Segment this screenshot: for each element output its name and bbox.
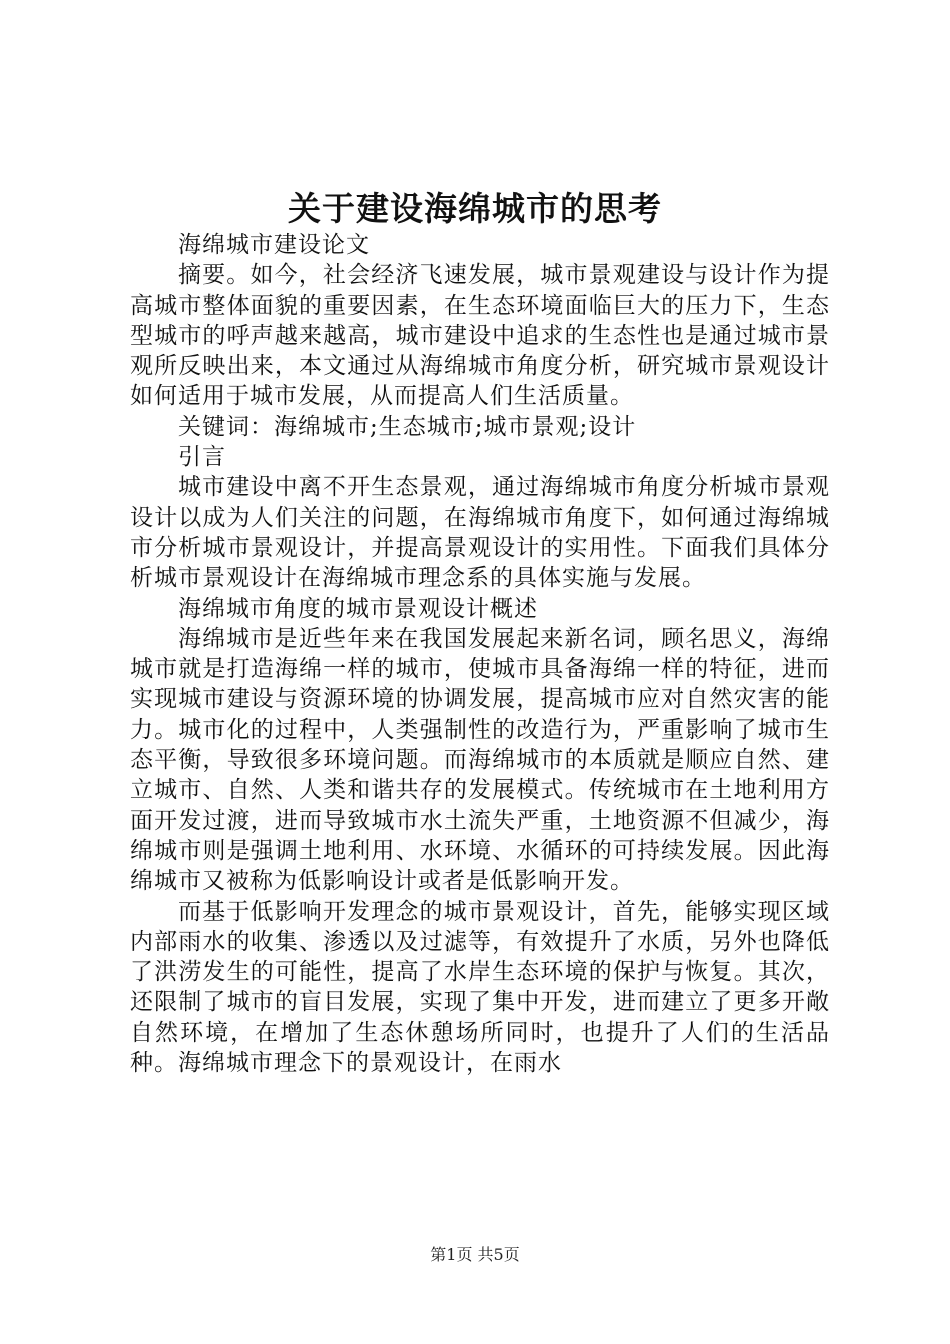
- section-heading-overview: 海绵城市角度的城市景观设计概述: [178, 595, 538, 622]
- section-heading-introduction: 引言: [178, 444, 226, 471]
- paragraph-subtitle: 海绵城市建设论文: [178, 232, 370, 258]
- document-title: 关于建设海绵城市的思考: [288, 189, 662, 228]
- paragraph-low-impact: 而基于低影响开发理念的城市景观设计，首先，能够实现区域内部雨水的收集、渗透以及过滤等，有效提升了水质，另外也降低了洪涝发生的可能性，提高了水岸生态环境的保护与恢复。其次，还限制了城市的盲目发展，实现了集中开发，进而建立了更多开敞自然环境，在增加了生态休憩场所同时，也提升了人们的生活品种。海绵城市理念下的景观设计，在雨水: [130, 898, 830, 1077]
- paragraph-abstract: 摘要。如今，社会经济飞速发展，城市景观建设与设计作为提高城市整体面貌的重要因素，在生态环境面临巨大的压力下，生态型城市的呼声越来越高，城市建设中追求的生态性也是通过城市景观所反映出来，本文通过从海绵城市角度分析，研究城市景观设计如何适用于城市发展，从而提高人们生活质量。: [130, 262, 830, 410]
- paragraph-keywords: 关键词：海绵城市;生态城市;城市景观;设计: [178, 413, 637, 440]
- page-footer: 第1页 共5页: [430, 1245, 520, 1264]
- paragraph-introduction: 城市建设中离不开生态景观，通过海绵城市角度分析城市景观设计以成为人们关注的问题，在海绵城市角度下，如何通过海绵城市分析城市景观设计，并提高景观设计的实用性。下面我们具体分析城市景观设计在海绵城市理念系的具体实施与发展。: [130, 474, 830, 592]
- paragraph-overview: 海绵城市是近些年来在我国发展起来新名词，顾名思义，海绵城市就是打造海绵一样的城市，使城市具备海绵一样的特征，进而实现城市建设与资源环境的协调发展，提高城市应对自然灾害的能力。城市化的过程中，人类强制性的改造行为，严重影响了城市生态平衡，导致很多环境问题。而海绵城市的本质就是顺应自然、建立城市、自然、人类和谐共存的发展模式。传统城市在土地利用方面开发过渡，进而导致城市水土流失严重，土地资源不但减少，海绵城市则是强调土地利用、水环境、水循环的可持续发展。因此海绵城市又被称为低影响设计或者是低影响开发。: [130, 625, 830, 895]
- document-body: [130, 230, 830, 1078]
